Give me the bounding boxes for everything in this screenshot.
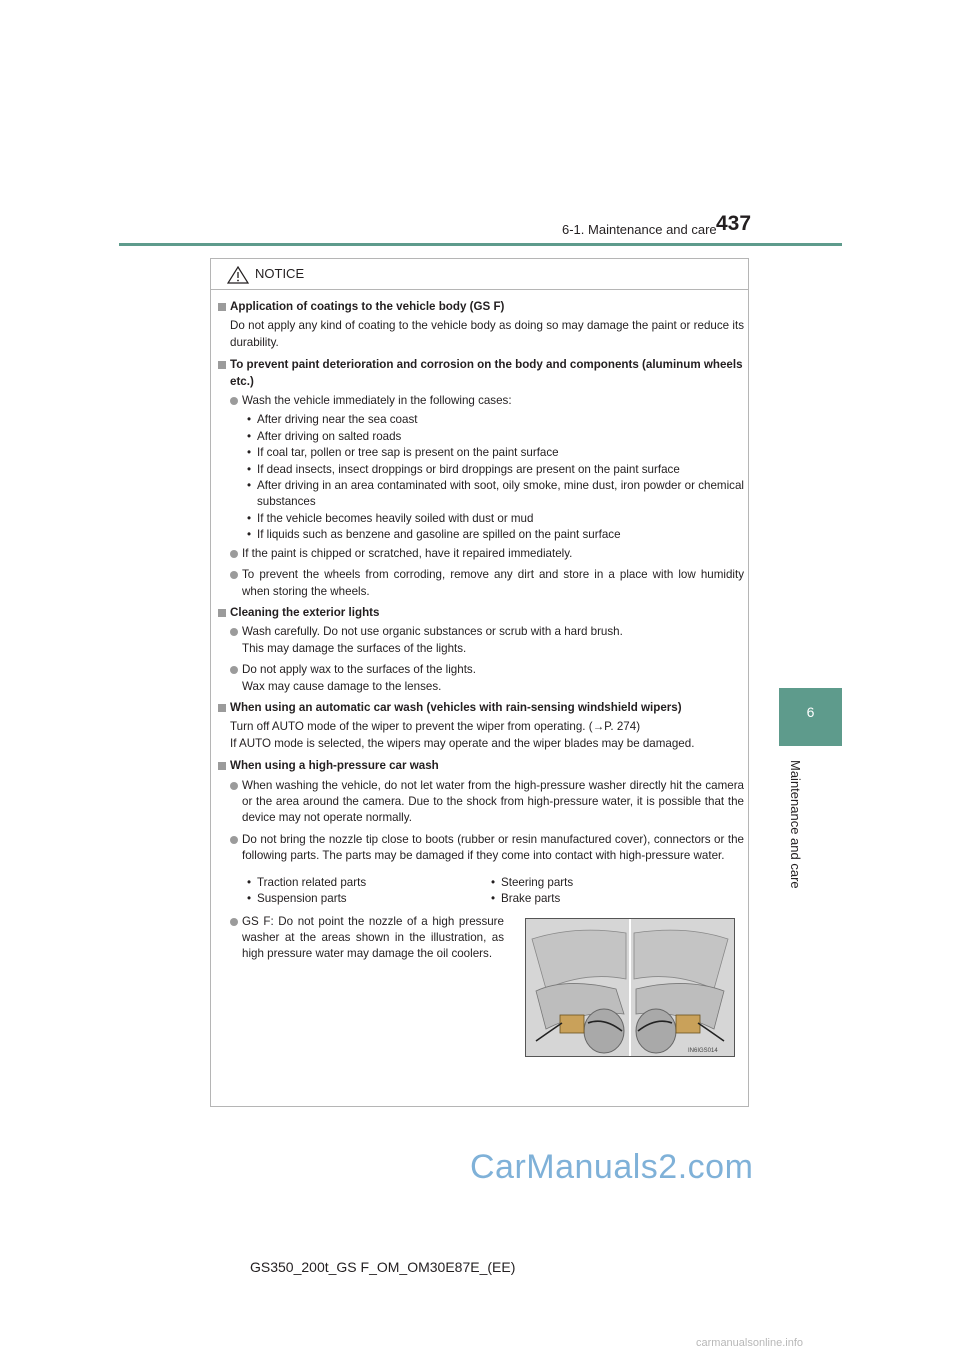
bullet-item: Wash the vehicle immediately in the following cases:	[211, 393, 744, 409]
illustration-code: IN6IGS014	[688, 1047, 718, 1054]
section-heading: When using a high-pressure car wash	[211, 758, 746, 774]
square-bullet-icon	[218, 361, 226, 369]
chapter-number: 6	[806, 704, 815, 720]
section-heading: Cleaning the exterior lights	[211, 605, 746, 621]
page-number: 437	[716, 212, 752, 235]
warning-triangle-icon	[227, 266, 249, 284]
circle-bullet-icon	[230, 666, 238, 674]
oil-cooler-illustration	[525, 918, 735, 1057]
list-item: • If coal tar, pollen or tree sap is present on the paint surface	[247, 446, 559, 460]
notice-header	[211, 259, 748, 290]
circle-bullet-icon	[230, 397, 238, 405]
bullet-item: Do not bring the nozzle tip close to boots (rubber or resin manufactured cover), connectors or the following parts. The parts may be damaged if they come into contact with high-pressure water.	[211, 832, 744, 865]
paragraph: Do not apply any kind of coating to the vehicle body as doing so may damage the paint or reduce its durability.	[230, 319, 744, 349]
list-item: • Brake parts	[491, 891, 561, 905]
square-bullet-icon	[218, 762, 226, 770]
bullet-item: Wash carefully. Do not use organic substances or scrub with a hard brush. This may damage the surfaces of the lights.	[211, 624, 744, 657]
circle-bullet-icon	[230, 918, 238, 926]
list-item: • Suspension parts	[247, 891, 347, 905]
paragraph: Turn off AUTO mode of the wiper to prevent the wiper from operating. (→P. 274) If AUTO mode is selected, the wipers may operate and the wiper blades may be damaged.	[230, 720, 695, 750]
parts-list	[211, 875, 750, 908]
list-item: • After driving on salted roads	[247, 429, 402, 443]
watermark-online: carmanualsonline.info	[696, 1337, 804, 1349]
section-heading: When using an automatic car wash (vehicles with rain-sensing windshield wipers)	[211, 700, 746, 716]
notice-content	[211, 299, 750, 1064]
circle-bullet-icon	[230, 628, 238, 636]
section-heading: To prevent paint deterioration and corrosion on the body and components (aluminum wheels etc.)	[211, 357, 746, 390]
bullet-item: When washing the vehicle, do not let water from the high-pressure washer directly hit the camera or the area around the camera. Due to the shock from high-pressure water, it is possible that the device may not operate normally.	[211, 778, 744, 827]
list-item: • If the vehicle becomes heavily soiled with dust or mud	[247, 511, 534, 525]
page-header	[0, 0, 960, 260]
watermark-carmanuals: CarManuals2.com	[470, 1148, 754, 1186]
chapter-label-container	[788, 760, 826, 900]
list-item: • Traction related parts	[247, 875, 367, 889]
square-bullet-icon	[218, 609, 226, 617]
illustrated-item	[211, 914, 750, 1064]
document-code: GS350_200t_GS F_OM_OM30E87E_(EE)	[250, 1259, 516, 1275]
bullet-item: If the paint is chipped or scratched, have it repaired immediately.	[211, 546, 744, 562]
circle-bullet-icon	[230, 571, 238, 579]
circle-bullet-icon	[230, 782, 238, 790]
list-item: • After driving near the sea coast	[247, 413, 418, 427]
bullet-item: To prevent the wheels from corroding, remove any dirt and store in a place with low humidity when storing the wheels.	[211, 567, 744, 600]
header-rule	[119, 243, 842, 246]
bullet-item: GS F: Do not point the nozzle of a high pressure washer at the areas shown in the illustration, as high pressure water may damage the oil coolers.	[211, 914, 504, 963]
list-item: • If liquids such as benzene and gasoline are spilled on the paint surface	[247, 528, 621, 542]
circle-bullet-icon	[230, 550, 238, 558]
section-heading: Application of coatings to the vehicle body (GS F)	[211, 299, 746, 315]
car-front-illustration	[526, 919, 734, 1056]
square-bullet-icon	[218, 303, 226, 311]
list-item: • After driving in an area contaminated with soot, oily smoke, mine dust, iron powder or chemical substances	[247, 479, 744, 509]
bullet-item: Do not apply wax to the surfaces of the lights. Wax may cause damage to the lenses.	[211, 662, 744, 695]
list-item: • Steering parts	[491, 875, 574, 889]
cases-list	[211, 412, 750, 543]
circle-bullet-icon	[230, 836, 238, 844]
notice-box	[210, 258, 749, 1107]
chapter-label: Maintenance and care	[788, 760, 803, 889]
section-title: 6-1. Maintenance and care	[562, 222, 717, 237]
notice-label: NOTICE	[255, 266, 305, 281]
square-bullet-icon	[218, 704, 226, 712]
list-item: • If dead insects, insect droppings or bird droppings are present on the paint surface	[247, 462, 680, 476]
